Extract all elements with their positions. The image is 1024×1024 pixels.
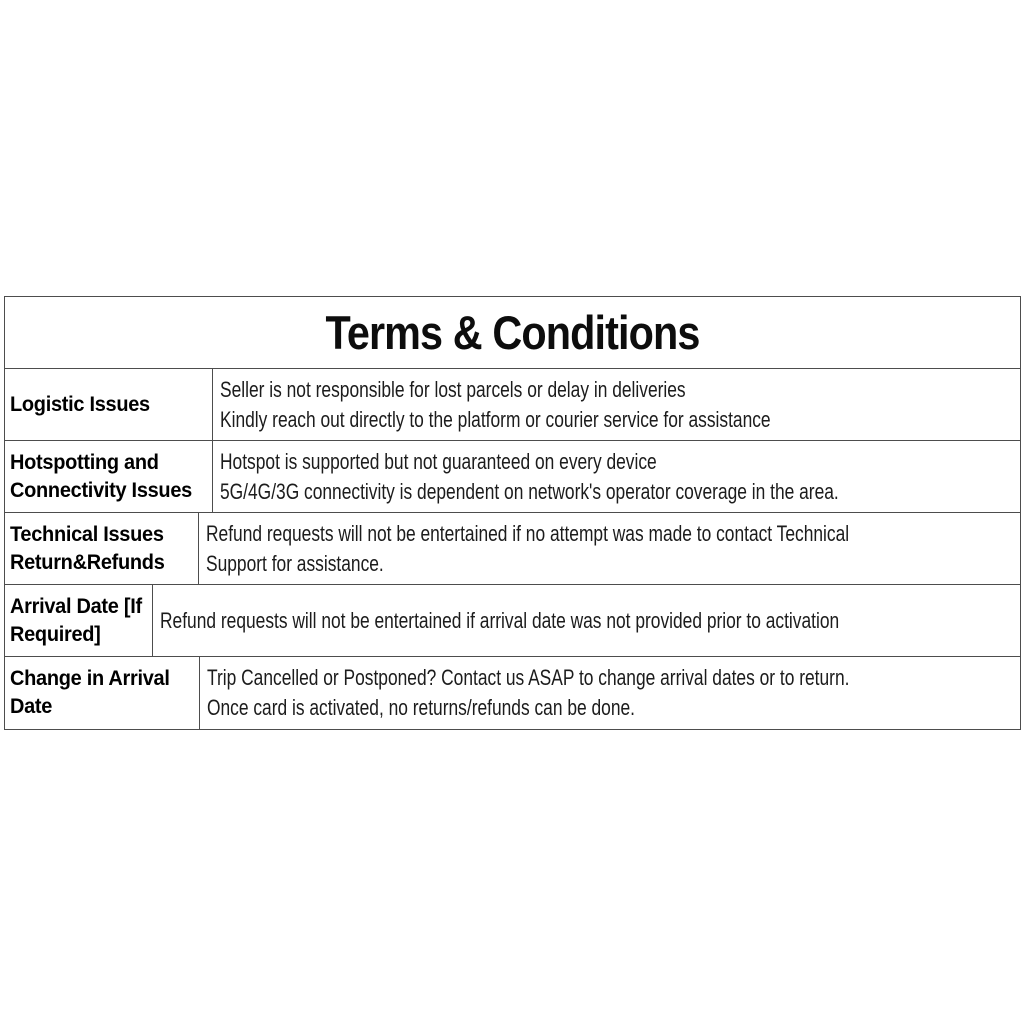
row-content-line: 5G/4G/3G connectivity is dependent on network's operator coverage in the area. bbox=[220, 478, 839, 504]
row-content-line: Kindly reach out directly to the platform or courier service for assistance bbox=[220, 406, 771, 432]
terms-conditions-table bbox=[4, 296, 1021, 730]
row-content-line: Hotspot is supported but not guaranteed on every device bbox=[220, 448, 657, 474]
page-title: Terms & Conditions bbox=[325, 306, 700, 359]
row-content-line: Trip Cancelled or Postponed? Contact us ASAP to change arrival dates or to return. bbox=[206, 665, 850, 690]
row-label-line: Return&Refunds bbox=[10, 550, 165, 574]
row-label-cell bbox=[5, 585, 152, 656]
row-label-line: Connectivity Issues bbox=[10, 478, 192, 502]
row-label-line: Technical Issues bbox=[10, 522, 164, 546]
row-content-cell bbox=[212, 441, 1020, 512]
table-title-row bbox=[5, 297, 1020, 369]
row-content-line: Refund requests will not be entertained if no attempt was made to contact Technical bbox=[205, 520, 850, 546]
row-content-cell bbox=[212, 369, 1020, 440]
row-label-line: Hotspotting and bbox=[10, 450, 159, 474]
row-label-line: Change in Arrival bbox=[10, 667, 170, 690]
row-content-line: Seller is not responsible for lost parcels or delay in deliveries bbox=[220, 376, 686, 402]
table-row-logistic-issues bbox=[5, 369, 1020, 441]
row-content-line: Support for assistance. bbox=[205, 550, 384, 576]
row-content-cell bbox=[152, 585, 1020, 656]
row-label-cell bbox=[5, 369, 212, 440]
table-row-arrival-date bbox=[5, 585, 1020, 657]
row-label-line: Required] bbox=[10, 622, 101, 646]
row-label-line: Logistic Issues bbox=[10, 392, 150, 416]
row-label-cell bbox=[5, 441, 212, 512]
table-row-change-arrival-date bbox=[5, 657, 1020, 729]
row-content-line: Once card is activated, no returns/refunds can be done. bbox=[206, 695, 635, 720]
row-content-cell bbox=[198, 513, 1020, 584]
row-label-cell bbox=[5, 657, 199, 729]
table-row-hotspotting-connectivity bbox=[5, 441, 1020, 513]
row-label-cell bbox=[5, 513, 198, 584]
row-label-line: Arrival Date [If bbox=[10, 594, 142, 618]
row-label-line: Date bbox=[10, 695, 53, 718]
table-row-technical-issues bbox=[5, 513, 1020, 585]
row-content-line: Refund requests will not be entertained if arrival date was not provided prior to activation bbox=[160, 607, 840, 633]
row-content-cell bbox=[199, 657, 1020, 729]
